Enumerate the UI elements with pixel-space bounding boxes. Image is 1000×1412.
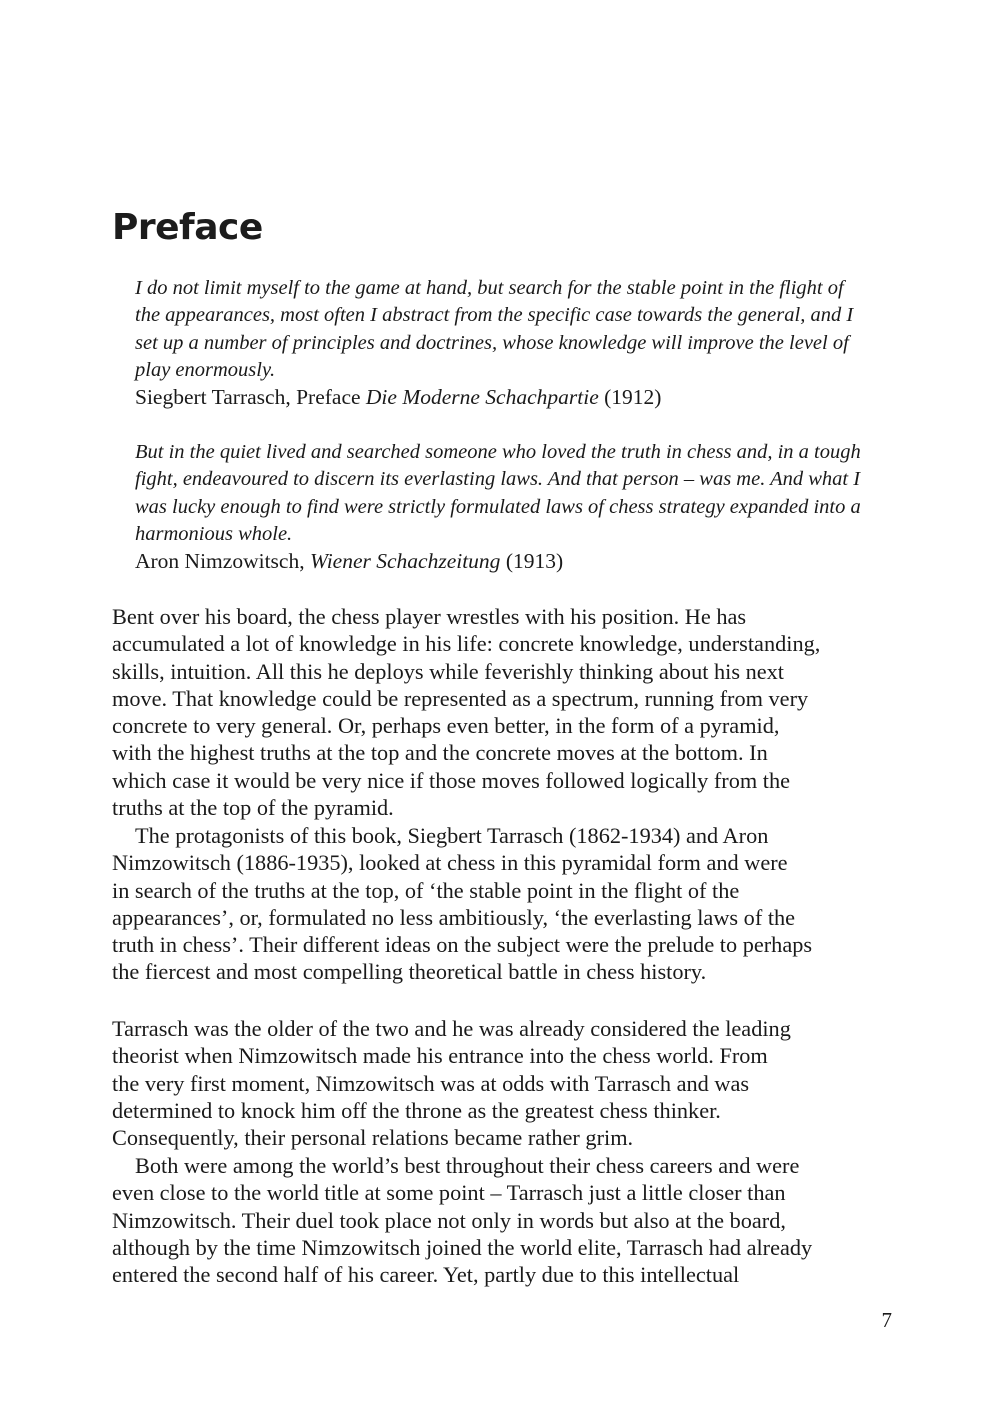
text-line: the fiercest and most compelling theoretical battle in chess history. bbox=[112, 959, 707, 985]
epigraph-line: But in the quiet lived and searched someone who loved the truth in chess and, in a tough bbox=[135, 441, 861, 463]
page-number: 7 bbox=[881, 1308, 892, 1332]
epigraph-tarrasch bbox=[135, 275, 895, 411]
text-line: the very first moment, Nimzowitsch was at odds with Tarrasch and was bbox=[112, 1070, 750, 1096]
epigraph-line: fight, endeavoured to discern its everlasting laws. And that person – was me. And what I bbox=[135, 468, 861, 491]
text-line: which case it would be very nice if those moves followed logically from the bbox=[112, 767, 791, 793]
text-line: Bent over his board, the chess player wrestles with his position. He has bbox=[112, 604, 747, 629]
text-line: although by the time Nimzowitsch joined the world elite, Tarrasch had already bbox=[112, 1234, 813, 1260]
text-line: in search of the truths at the top, of ‘the stable point in the flight of the bbox=[112, 877, 740, 903]
body-paragraph bbox=[112, 1015, 892, 1151]
epigraph-line: I do not limit myself to the game at hand, but search for the stable point in the flight of bbox=[135, 277, 844, 299]
text-line: Both were among the world’s best throughout their chess careers and were bbox=[135, 1153, 800, 1178]
text-line: skills, intuition. All this he deploys while feverishly thinking about his next bbox=[112, 658, 784, 684]
text-line: concrete to very general. Or, perhaps even better, in the form of a pyramid, bbox=[112, 713, 780, 739]
epigraph-text bbox=[135, 275, 895, 384]
page-title: Preface bbox=[112, 207, 263, 248]
epigraph-line: play enormously. bbox=[135, 358, 276, 381]
text-line: truths at the top of the pyramid. bbox=[112, 795, 394, 821]
epigraph-line: set up a number of principles and doctrines, whose knowledge will improve the level of bbox=[135, 331, 849, 354]
text-line: Consequently, their personal relations became rather grim. bbox=[112, 1125, 634, 1151]
attribution-year: (1912) bbox=[598, 385, 662, 410]
text-line: determined to knock him off the throne as the greatest chess thinker. bbox=[112, 1097, 721, 1123]
text-line: The protagonists of this book, Siegbert Tarrasch (1862-1934) and Aron bbox=[135, 823, 769, 848]
text-line: Nimzowitsch. Their duel took place not only in words but also at the board, bbox=[112, 1207, 786, 1233]
text-line: Nimzowitsch (1886-1935), looked at chess in this pyramidal form and were bbox=[112, 850, 788, 876]
epigraph-attribution bbox=[135, 548, 895, 575]
attribution-author: Siegbert Tarrasch, Preface bbox=[135, 385, 366, 410]
text-line: accumulated a lot of knowledge in his life: concrete knowledge, understanding, bbox=[112, 631, 821, 657]
text-line: move. That knowledge could be represented as a spectrum, running from very bbox=[112, 685, 809, 711]
attribution-year: (1913) bbox=[500, 549, 564, 574]
attribution-author: Aron Nimzowitsch, bbox=[135, 549, 310, 574]
body-paragraph bbox=[112, 1152, 892, 1288]
attribution-work: Die Moderne Schachpartie bbox=[365, 385, 599, 410]
text-line: truth in chess’. Their different ideas on the subject were the prelude to perhaps bbox=[112, 932, 813, 958]
epigraph-line: the appearances, most often I abstract from the specific case towards the general, and I bbox=[135, 304, 854, 327]
text-line: even close to the world title at some point – Tarrasch just a little closer than bbox=[112, 1180, 786, 1206]
text-line: theorist when Nimzowitsch made his entrance into the chess world. From bbox=[112, 1043, 768, 1069]
body-paragraph bbox=[112, 603, 892, 821]
text-line: entered the second half of his career. Yet, partly due to this intellectual bbox=[112, 1262, 740, 1288]
text-line: appearances’, or, formulated no less ambitiously, ‘the everlasting laws of the bbox=[112, 904, 796, 930]
epigraph-line: harmonious whole. bbox=[135, 522, 293, 545]
epigraph-nimzowitsch bbox=[135, 439, 895, 575]
text-line: Tarrasch was the older of the two and he was already considered the leading bbox=[112, 1016, 791, 1041]
epigraph-line: was lucky enough to find were strictly formulated laws of chess strategy expanded into a bbox=[135, 495, 861, 518]
epigraph-text bbox=[135, 439, 895, 548]
text-line: with the highest truths at the top and the concrete moves at the bottom. In bbox=[112, 740, 768, 766]
attribution-work: Wiener Schachzeitung bbox=[309, 549, 501, 574]
epigraph-attribution bbox=[135, 384, 895, 411]
body-paragraph bbox=[112, 822, 892, 986]
